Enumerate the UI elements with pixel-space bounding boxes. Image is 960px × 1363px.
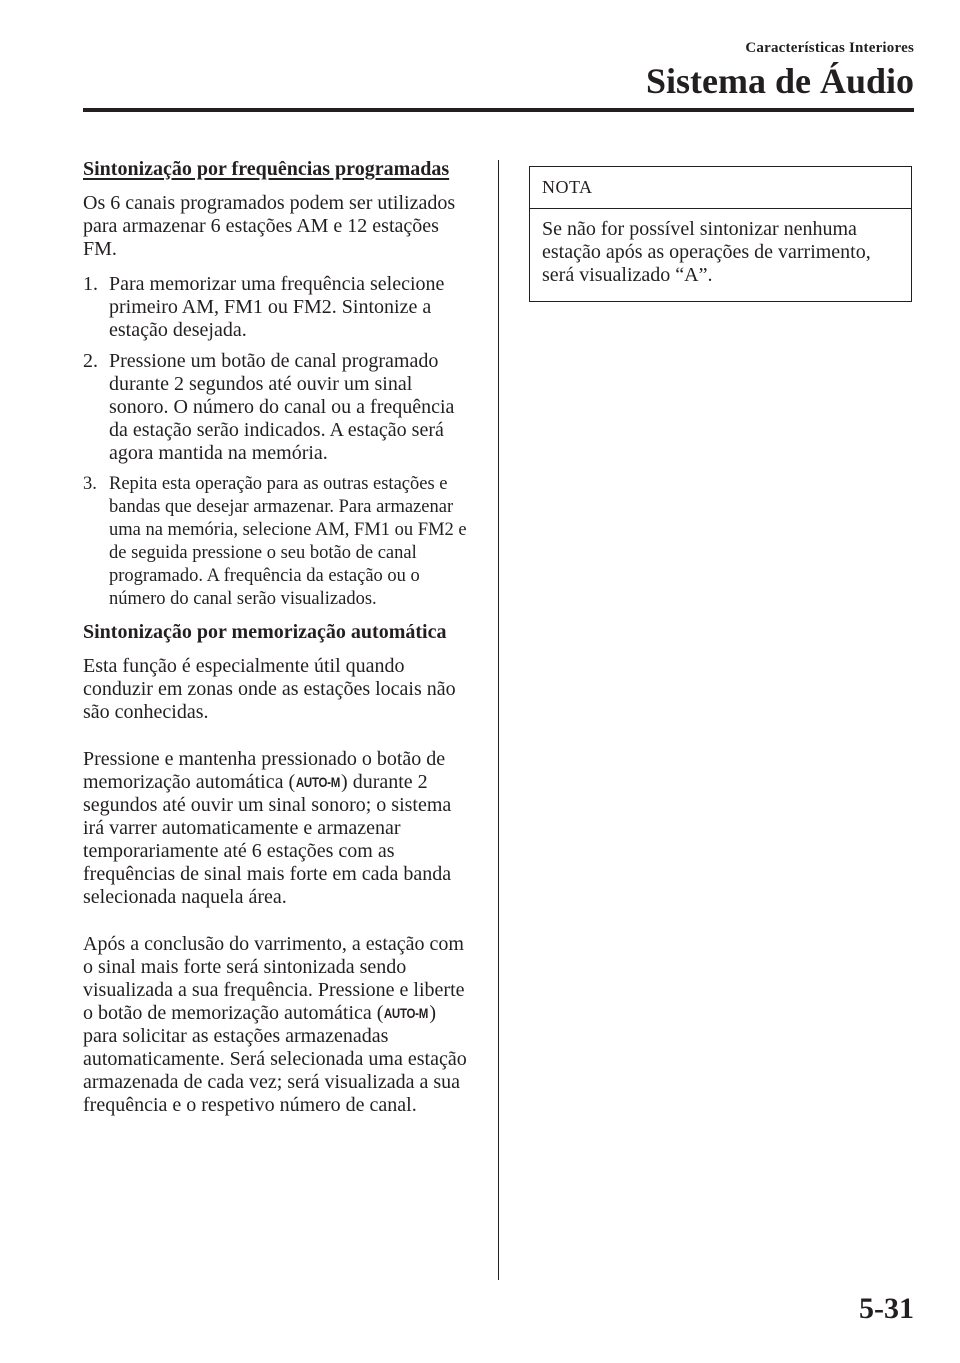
auto-m-button-icon: AUTO-M	[295, 774, 341, 790]
note-body: Se não for possível sintonizar nenhuma estação após as operações de varrimento, será visualizado “A”.	[542, 218, 871, 286]
auto-memory-instructions-end: ) durante 2 segundos até ouvir um sinal sonoro; o sistema irá varrer automaticamente e armazenar temporariamente até 6 estações com as frequências de sinal mais forte em cada banda selecionada naquela área.	[83, 771, 452, 908]
auto-memory-instructions	[83, 748, 473, 909]
intro-paragraph: Os 6 canais programados podem ser utilizados para armazenar 6 estações AM e 12 estações FM.	[83, 192, 456, 260]
section-label: Características Interiores	[745, 40, 914, 56]
header-rule	[83, 108, 914, 112]
page-title: Sistema de Áudio	[645, 61, 914, 101]
heading-preset-tuning	[83, 158, 473, 181]
heading-preset-tuning-text: Sintonização por frequências programadas	[83, 158, 450, 180]
step-list	[83, 273, 473, 611]
step-item	[83, 473, 473, 611]
step-item	[83, 273, 473, 342]
auto-m-button-icon: AUTO-M	[384, 1005, 429, 1021]
left-column	[83, 158, 473, 1129]
note-title: NOTA	[530, 167, 911, 209]
step-text: Para memorizar uma frequência selecione primeiro AM, FM1 ou FM2. Sintonize a estação desejada.	[109, 273, 445, 341]
auto-memory-instructions-start: Pressione e mantenha pressionado o botão de memorização automática (	[83, 748, 446, 793]
step-text: Pressione um botão de canal programado durante 2 segundos até ouvir um sinal sonoro. O número do canal ou a frequência da estação serão indicados. A estação será agora mantida na memória.	[109, 350, 455, 464]
note-box	[529, 166, 912, 302]
auto-memory-recall	[83, 933, 473, 1117]
auto-memory-recall-start: Após a conclusão do varrimento, a estação com o sinal mais forte será sintonizada sendo visualizada a sua frequência. Pressione e liberte o botão de memorização automática (	[83, 933, 465, 1024]
step-item	[83, 350, 473, 465]
step-text: Repita esta operação para as outras estações e bandas que desejar armazenar. Para armazenar uma na memória, selecione AM, FM1 ou FM2 e de seguida pressione o seu botão de canal programado. A frequência da estação ou o número do canal serão visualizados.	[109, 474, 467, 609]
column-divider	[498, 160, 499, 1280]
auto-memory-recall-end: ) para solicitar as estações armazenadas automaticamente. Será selecionada uma estação armazenada de cada vez; será visualizada a sua frequência e o respetivo número de canal.	[83, 1002, 467, 1116]
auto-memory-intro: Esta função é especialmente útil quando conduzir em zonas onde as estações locais não são conhecidas.	[83, 655, 456, 723]
heading-auto-memory: Sintonização por memorização automática	[83, 621, 447, 643]
page-number: 5-31	[859, 1292, 914, 1325]
step-number: 2.	[83, 350, 98, 372]
step-number: 1.	[83, 273, 98, 295]
step-number: 3.	[83, 474, 97, 494]
